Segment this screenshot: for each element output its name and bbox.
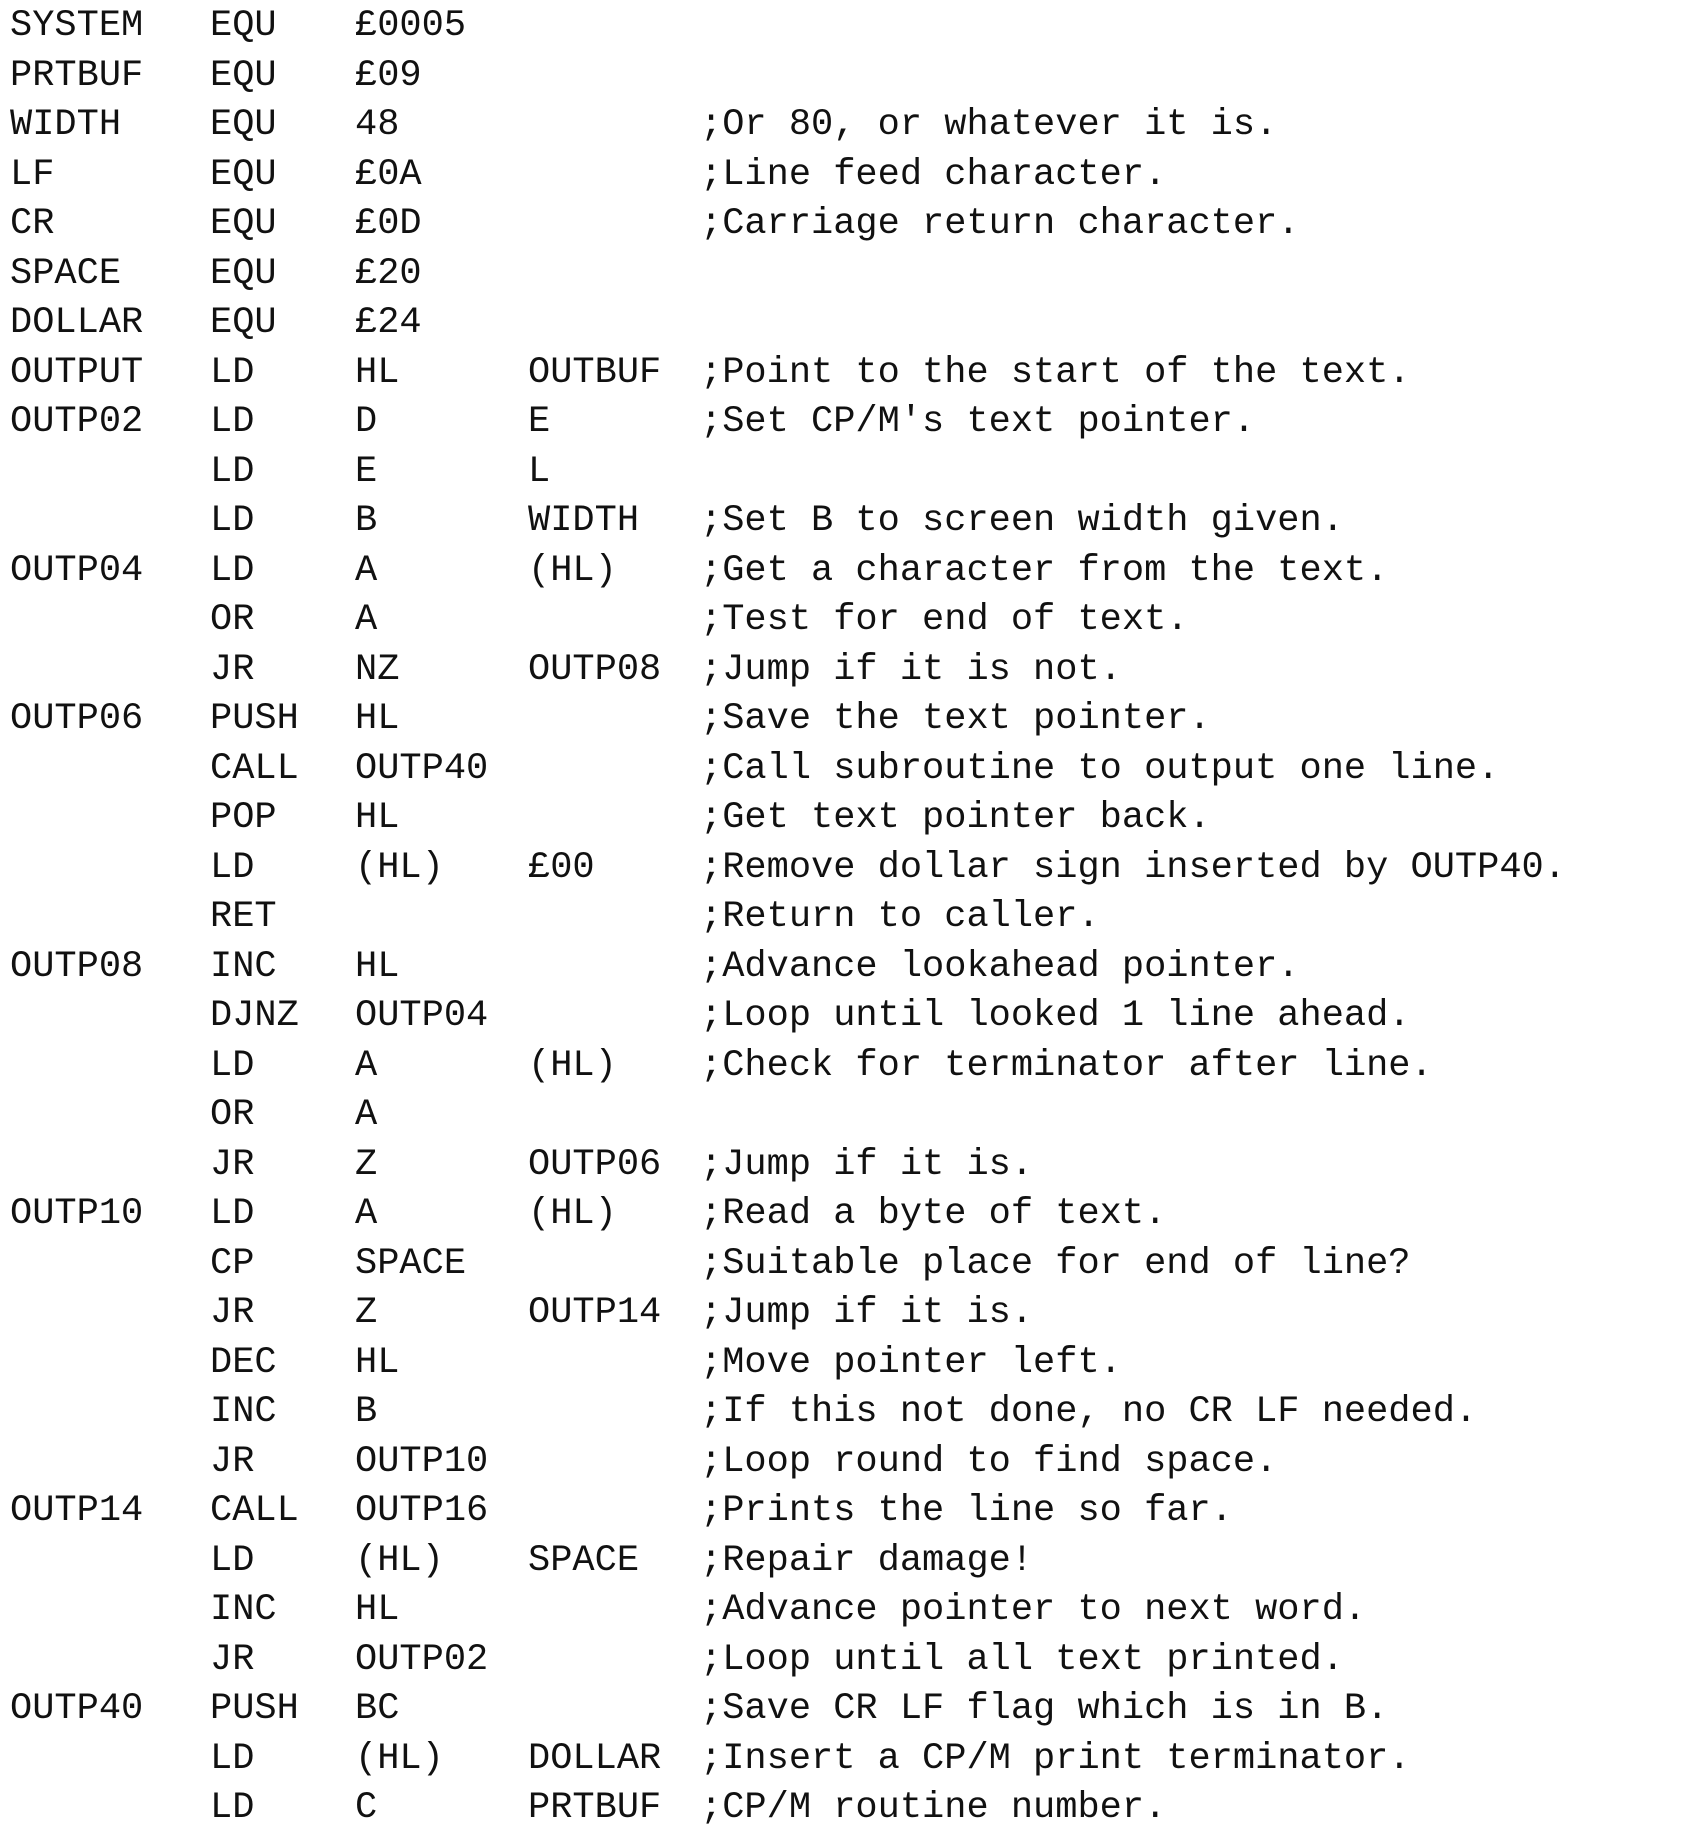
line-operand-2: DOLLAR bbox=[528, 1737, 662, 1780]
line-operand-1: £0005 bbox=[355, 5, 467, 47]
line-opcode: JR bbox=[210, 1440, 255, 1483]
code-line bbox=[10, 349, 1680, 399]
line-opcode: LD bbox=[210, 1737, 255, 1780]
code-line bbox=[10, 1685, 1680, 1735]
line-label: OUTP08 bbox=[10, 945, 144, 988]
line-opcode: JR bbox=[210, 1292, 255, 1334]
line-operand-2: E bbox=[528, 401, 551, 443]
line-opcode: INC bbox=[210, 1391, 277, 1433]
line-opcode: LD bbox=[210, 1787, 255, 1829]
line-operand-1: D bbox=[355, 401, 378, 443]
line-label: OUTP10 bbox=[10, 1193, 144, 1235]
code-line bbox=[10, 1586, 1680, 1636]
line-operand-1: £0D bbox=[355, 203, 422, 245]
code-line bbox=[10, 1289, 1680, 1339]
line-comment: ;Repair damage! bbox=[700, 1539, 1034, 1582]
code-line bbox=[10, 299, 1680, 349]
line-comment: ;If this not done, no CR LF needed. bbox=[700, 1391, 1478, 1433]
code-line bbox=[10, 1190, 1680, 1240]
code-line bbox=[10, 52, 1680, 102]
line-comment: ;Check for terminator after line. bbox=[700, 1044, 1433, 1087]
code-line bbox=[10, 151, 1680, 201]
line-operand-2: (HL) bbox=[528, 1193, 617, 1235]
code-line bbox=[10, 646, 1680, 696]
code-line bbox=[10, 794, 1680, 844]
line-operand-1: HL bbox=[355, 698, 400, 740]
line-operand-1: A bbox=[355, 1193, 378, 1235]
line-operand-2: OUTBUF bbox=[528, 351, 662, 394]
line-operand-1: HL bbox=[355, 945, 400, 988]
line-opcode: CALL bbox=[210, 1490, 299, 1532]
line-comment: ;Set B to screen width given. bbox=[700, 500, 1344, 542]
line-operand-2: £00 bbox=[528, 846, 595, 889]
line-operand-1: Z bbox=[355, 1143, 378, 1186]
line-opcode: JR bbox=[210, 1638, 255, 1681]
line-operand-1: (HL) bbox=[355, 846, 444, 889]
line-comment: ;Loop until looked 1 line ahead. bbox=[700, 995, 1411, 1037]
line-comment: ;Test for end of text. bbox=[700, 599, 1189, 641]
line-operand-1: B bbox=[355, 1391, 378, 1433]
line-operand-1: (HL) bbox=[355, 1539, 444, 1582]
line-operand-1: OUTP04 bbox=[355, 995, 489, 1037]
line-comment: ;Point to the start of the text. bbox=[700, 351, 1411, 394]
line-operand-2: OUTP06 bbox=[528, 1143, 662, 1186]
code-line bbox=[10, 1636, 1680, 1686]
code-line bbox=[10, 1537, 1680, 1587]
line-operand-1: £0A bbox=[355, 153, 422, 196]
line-label: SPACE bbox=[10, 252, 122, 295]
line-comment: ;Insert a CP/M print terminator. bbox=[700, 1737, 1411, 1780]
line-opcode: POP bbox=[210, 797, 277, 839]
line-operand-1: HL bbox=[355, 797, 400, 839]
line-operand-1: OUTP16 bbox=[355, 1490, 489, 1532]
line-operand-1: A bbox=[355, 1044, 378, 1087]
line-comment: ;Loop until all text printed. bbox=[700, 1638, 1344, 1681]
line-comment: ;Jump if it is not. bbox=[700, 648, 1122, 691]
code-line bbox=[10, 448, 1680, 498]
line-comment: ;Save the text pointer. bbox=[700, 698, 1211, 740]
line-opcode: OR bbox=[210, 1094, 255, 1136]
line-opcode: EQU bbox=[210, 203, 277, 245]
line-comment: ;Return to caller. bbox=[700, 896, 1100, 938]
line-operand-1: £24 bbox=[355, 302, 422, 344]
code-line bbox=[10, 943, 1680, 993]
line-operand-1: £09 bbox=[355, 54, 422, 97]
code-line bbox=[10, 596, 1680, 646]
line-label: OUTP04 bbox=[10, 549, 144, 592]
line-operand-2: WIDTH bbox=[528, 500, 640, 542]
line-opcode: EQU bbox=[210, 54, 277, 97]
line-operand-2: (HL) bbox=[528, 1044, 617, 1087]
line-operand-1: BC bbox=[355, 1688, 400, 1730]
line-opcode: EQU bbox=[210, 104, 277, 146]
code-line bbox=[10, 1042, 1680, 1092]
line-opcode: PUSH bbox=[210, 698, 299, 740]
line-opcode: JR bbox=[210, 1143, 255, 1186]
line-comment: ;Prints the line so far. bbox=[700, 1490, 1233, 1532]
line-opcode: EQU bbox=[210, 153, 277, 196]
line-operand-1: NZ bbox=[355, 648, 400, 691]
line-label: SYSTEM bbox=[10, 5, 144, 47]
line-label: CR bbox=[10, 203, 55, 245]
line-comment: ;Line feed character. bbox=[700, 153, 1167, 196]
code-line bbox=[10, 1784, 1680, 1834]
line-opcode: JR bbox=[210, 648, 255, 691]
line-comment: ;Or 80, or whatever it is. bbox=[700, 104, 1278, 146]
line-operand-1: Z bbox=[355, 1292, 378, 1334]
line-opcode: LD bbox=[210, 549, 255, 592]
line-label: OUTP02 bbox=[10, 401, 144, 443]
code-line bbox=[10, 745, 1680, 795]
line-opcode: LD bbox=[210, 1193, 255, 1235]
code-line bbox=[10, 1388, 1680, 1438]
line-operand-1: A bbox=[355, 1094, 378, 1136]
line-comment: ;Jump if it is. bbox=[700, 1143, 1034, 1186]
line-comment: ;Loop round to find space. bbox=[700, 1440, 1278, 1483]
line-opcode: LD bbox=[210, 351, 255, 394]
line-opcode: LD bbox=[210, 401, 255, 443]
line-opcode: LD bbox=[210, 1044, 255, 1087]
line-opcode: CALL bbox=[210, 747, 299, 790]
line-opcode: DEC bbox=[210, 1341, 277, 1384]
line-opcode: EQU bbox=[210, 252, 277, 295]
line-comment: ;Move pointer left. bbox=[700, 1341, 1122, 1384]
code-line bbox=[10, 200, 1680, 250]
line-opcode: LD bbox=[210, 846, 255, 889]
code-line bbox=[10, 1487, 1680, 1537]
line-operand-1: E bbox=[355, 450, 378, 493]
line-comment: ;Get text pointer back. bbox=[700, 797, 1211, 839]
line-comment: ;Carriage return character. bbox=[700, 203, 1300, 245]
assembly-listing bbox=[10, 2, 1680, 1834]
line-operand-1: B bbox=[355, 500, 378, 542]
line-opcode: INC bbox=[210, 945, 277, 988]
line-opcode: CP bbox=[210, 1242, 255, 1285]
line-comment: ;Suitable place for end of line? bbox=[700, 1242, 1411, 1285]
code-line bbox=[10, 1735, 1680, 1785]
line-comment: ;Jump if it is. bbox=[700, 1292, 1034, 1334]
code-line bbox=[10, 497, 1680, 547]
code-line bbox=[10, 1339, 1680, 1389]
line-opcode: EQU bbox=[210, 302, 277, 344]
line-operand-1: A bbox=[355, 599, 378, 641]
line-label: PRTBUF bbox=[10, 54, 144, 97]
line-comment: ;CP/M routine number. bbox=[700, 1787, 1167, 1829]
line-operand-2: L bbox=[528, 450, 551, 493]
line-operand-2: (HL) bbox=[528, 549, 617, 592]
line-label: DOLLAR bbox=[10, 302, 144, 344]
line-comment: ;Read a byte of text. bbox=[700, 1193, 1167, 1235]
code-line bbox=[10, 992, 1680, 1042]
code-line bbox=[10, 250, 1680, 300]
line-comment: ;Remove dollar sign inserted by OUTP40. bbox=[700, 846, 1566, 889]
line-operand-1: C bbox=[355, 1787, 378, 1829]
line-operand-1: £20 bbox=[355, 252, 422, 295]
line-label: OUTP06 bbox=[10, 698, 144, 740]
code-line bbox=[10, 1438, 1680, 1488]
line-opcode: LD bbox=[210, 450, 255, 493]
line-operand-2: PRTBUF bbox=[528, 1787, 662, 1829]
line-opcode: INC bbox=[210, 1589, 277, 1631]
code-line bbox=[10, 2, 1680, 52]
line-opcode: DJNZ bbox=[210, 995, 299, 1037]
line-opcode: OR bbox=[210, 599, 255, 641]
code-line bbox=[10, 101, 1680, 151]
code-line bbox=[10, 1091, 1680, 1141]
line-opcode: RET bbox=[210, 896, 277, 938]
line-operand-2: OUTP08 bbox=[528, 648, 662, 691]
line-comment: ;Set CP/M's text pointer. bbox=[700, 401, 1256, 443]
line-opcode: EQU bbox=[210, 5, 277, 47]
line-operand-2: OUTP14 bbox=[528, 1292, 662, 1334]
line-label: OUTP14 bbox=[10, 1490, 144, 1532]
code-line bbox=[10, 695, 1680, 745]
line-label: WIDTH bbox=[10, 104, 122, 146]
line-comment: ;Get a character from the text. bbox=[700, 549, 1389, 592]
line-opcode: LD bbox=[210, 1539, 255, 1582]
code-line bbox=[10, 1141, 1680, 1191]
line-comment: ;Advance lookahead pointer. bbox=[700, 945, 1300, 988]
line-comment: ;Call subroutine to output one line. bbox=[700, 747, 1500, 790]
line-operand-1: OUTP10 bbox=[355, 1440, 489, 1483]
line-operand-1: HL bbox=[355, 1341, 400, 1384]
line-operand-1: HL bbox=[355, 351, 400, 394]
line-comment: ;Save CR LF flag which is in B. bbox=[700, 1688, 1389, 1730]
line-comment: ;Advance pointer to next word. bbox=[700, 1589, 1367, 1631]
line-label: OUTPUT bbox=[10, 351, 144, 394]
code-line bbox=[10, 547, 1680, 597]
line-label: LF bbox=[10, 153, 55, 196]
line-operand-1: OUTP02 bbox=[355, 1638, 489, 1681]
line-operand-1: OUTP40 bbox=[355, 747, 489, 790]
line-label: OUTP40 bbox=[10, 1688, 144, 1730]
line-opcode: PUSH bbox=[210, 1688, 299, 1730]
line-operand-1: SPACE bbox=[355, 1242, 467, 1285]
code-line bbox=[10, 1240, 1680, 1290]
line-operand-1: A bbox=[355, 549, 378, 592]
code-line bbox=[10, 844, 1680, 894]
line-opcode: LD bbox=[210, 500, 255, 542]
line-operand-1: HL bbox=[355, 1589, 400, 1631]
code-line bbox=[10, 398, 1680, 448]
line-operand-1: 48 bbox=[355, 104, 400, 146]
line-operand-2: SPACE bbox=[528, 1539, 640, 1582]
code-line bbox=[10, 893, 1680, 943]
line-operand-1: (HL) bbox=[355, 1737, 444, 1780]
